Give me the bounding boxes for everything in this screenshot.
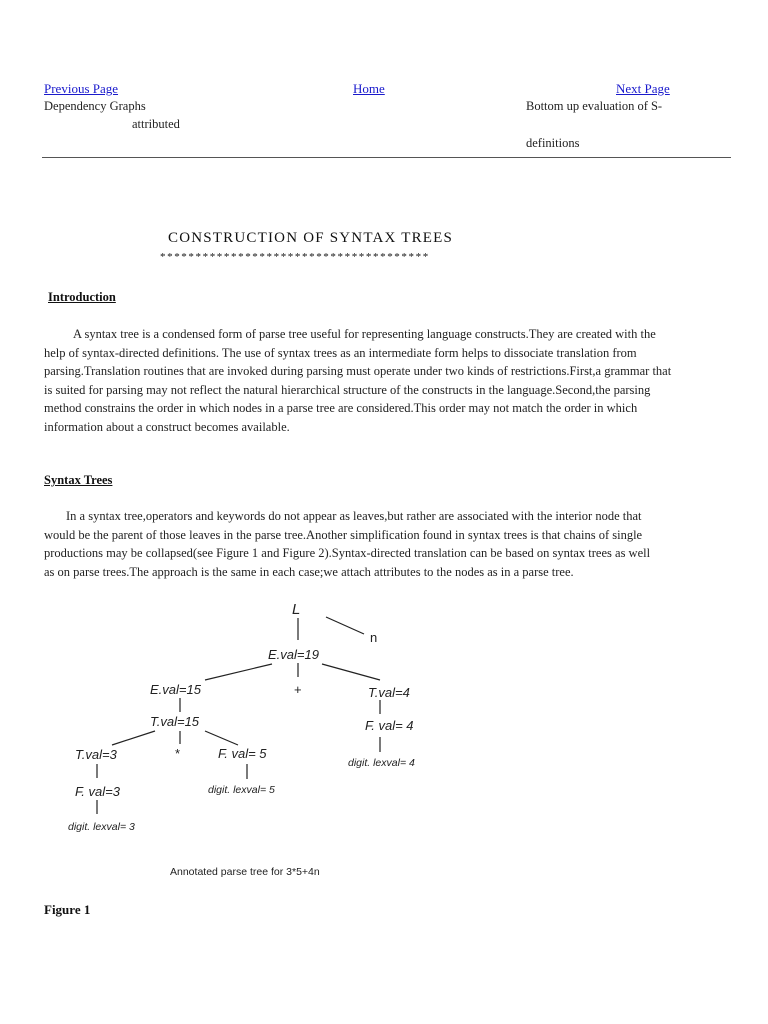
paragraph-line: help of syntax-directed definitions. The use of syntax trees as an intermediate form helps to dissociate translation from	[44, 345, 637, 360]
paragraph-line: parsing.Translation routines that are invoked during parsing must operate under two kinds of restrictions.First,a grammar that	[44, 364, 672, 379]
syntax-trees-heading: Syntax Trees	[44, 473, 113, 487]
edge-L-n	[326, 617, 364, 634]
node-E-root: E.val=19	[268, 647, 319, 662]
home-link[interactable]: Home	[353, 81, 385, 96]
next-page-description: Bottom up evaluation of S-	[526, 99, 663, 113]
node-plus: +	[294, 682, 302, 697]
introduction-heading: Introduction	[48, 290, 116, 304]
edge-E-Tright	[322, 664, 380, 680]
node-digit-3: digit. lexval= 3	[68, 821, 135, 833]
paragraph-line: productions may be collapsed(see Figure 1 and Figure 2).Syntax-directed translation can be based on syntax trees as well	[44, 546, 651, 561]
node-T-mid: T.val=15	[150, 714, 200, 729]
node-T-right: T.val=4	[368, 685, 410, 700]
edge-Tmid-T3	[112, 731, 155, 745]
title-underline-stars: **************************************	[160, 251, 430, 263]
node-F-right: F. val= 4	[365, 718, 414, 733]
previous-page-description-cont: attributed	[132, 117, 180, 131]
node-F-5: F. val= 5	[218, 746, 267, 761]
paragraph-line: In a syntax tree,operators and keywords do not appear as leaves,but rather are associated with the interior node that	[66, 509, 642, 523]
syntax-trees-paragraph	[44, 507, 650, 581]
previous-page-description: Dependency Graphs	[44, 99, 146, 113]
page-title: CONSTRUCTION OF SYNTAX TREES	[168, 230, 454, 246]
node-digit-right: digit. lexval= 4	[348, 757, 415, 769]
header-divider	[42, 157, 731, 158]
node-F-3: F. val=3	[75, 784, 120, 799]
paragraph-line: as on parse trees.The approach is the same in each case;we attach attributes to the nodes as in a parse tree.	[44, 564, 574, 579]
paragraph-line: would be the parent of those leaves in the parse tree.Another simplification found in syntax trees is that chains of single	[44, 527, 643, 542]
node-E-left: E.val=15	[150, 682, 201, 697]
figure-label: Figure 1	[44, 902, 91, 917]
node-n: n	[370, 630, 378, 645]
introduction-paragraph	[44, 325, 671, 437]
paragraph-line: method constrains the order in which nodes in a parse tree are considered.This order may not match the order in which	[44, 401, 638, 416]
edge-Tmid-F5	[205, 731, 238, 745]
node-digit-5: digit. lexval= 5	[208, 784, 275, 796]
node-T-3: T.val=3	[75, 747, 117, 762]
next-page-link[interactable]: Next Page	[616, 81, 670, 96]
previous-page-link[interactable]: Previous Page	[44, 81, 119, 96]
paragraph-line: information about a construct becomes available.	[44, 419, 290, 434]
next-page-description-cont: definitions	[526, 136, 580, 150]
figure-caption: Annotated parse tree for 3*5+4n	[170, 866, 320, 878]
edge-E-Eleft	[205, 664, 272, 680]
node-L: L	[292, 601, 301, 618]
paragraph-line: A syntax tree is a condensed form of parse tree useful for representing language constructs.They are created with the	[73, 327, 656, 341]
paragraph-line: is suited for parsing may not reflect the natural hierarchical structure of the constructs in the language.Second,the parsing	[44, 382, 651, 397]
node-star: *	[175, 746, 181, 761]
annotated-parse-tree-figure	[0, 590, 768, 890]
